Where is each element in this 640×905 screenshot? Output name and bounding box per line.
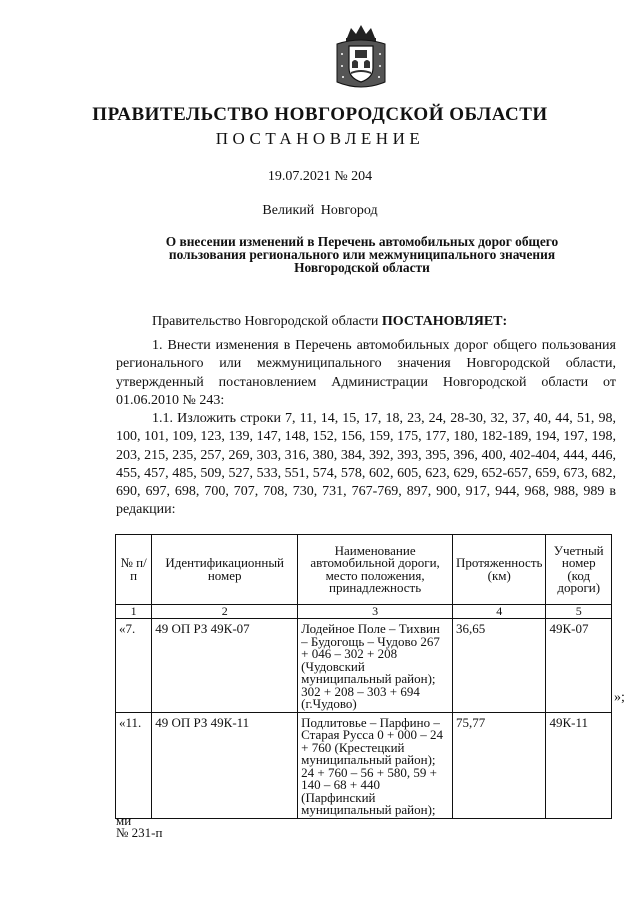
row-account: 49К-11 [546,712,612,818]
row-id: 49 ОП РЗ 49К-11 [152,712,298,818]
row-length: 36,65 [453,619,546,713]
row-account: 49К-07 [546,619,612,713]
header-name: Наименование автомобильной дороги, место положения, принадлежность [298,535,453,605]
date-and-number: 19.07.2021 № 204 [267,169,373,184]
header-length: Протяженность (км) [453,535,546,605]
row-name: Лодейное Поле – Тихвин – Будогощь – Чудово 267 + 046 – 302 + 208 (Чудовский муниципальный район); 302 + 208 – 303 + 694 (г.Чудово) [298,619,453,713]
table-row [116,619,612,713]
column-number: 2 [152,605,298,619]
row-num: «7. [116,619,152,713]
header-num: № п/п [116,535,152,605]
subject-line: О внесении изменений в Перечень автомобильных дорог общего [165,234,559,249]
city: Великий Новгород [262,203,378,218]
column-number: 5 [546,605,612,619]
row-id: 49 ОП РЗ 49К-07 [152,619,298,713]
header-account: Учетный номер (код дороги) [546,535,612,605]
footer-note [116,815,162,839]
table-header-row [116,535,612,605]
row-end-mark: »; [614,690,625,705]
coat-of-arms-icon [333,22,389,92]
footer-line: ми [116,813,132,828]
column-number: 3 [298,605,453,619]
footer-line: № 231-п [116,825,163,840]
table-row [116,712,612,818]
preamble-bold: ПОСТАНОВЛЯЕТ: [381,314,508,329]
preamble-text: Правительство Новгородской области [152,314,382,329]
roads-table [115,534,612,819]
government-title: ПРАВИТЕЛЬСТВО НОВГОРОДСКОЙ ОБЛАСТИ [92,104,548,125]
row-num: «11. [116,712,152,818]
preamble [152,314,507,330]
row-name: Подлитовье – Парфино – Старая Русса 0 + 000 – 24 + 760 (Крестецкий муниципальный район); 24 + 760 – 56 + 580, 59 + 140 – 68 + 440 (Парфинский муниципальный район); [298,712,453,818]
column-number: 1 [116,605,152,619]
paragraph-1: 1. Внести изменения в Перечень автомобильных дорог общего пользования регионального или межмуниципального значения Новгородской области, утвержденный постановлением Администрации Новгородской области от 01.06.2010 № 243: [116,338,616,408]
column-number-row [116,605,612,619]
document-type: ПОСТАНОВЛЕНИЕ [215,129,425,148]
header-id: Идентификационный номер [152,535,298,605]
row-length: 75,77 [453,712,546,818]
subject-line: пользования регионального или межмуниципального значения [168,247,556,262]
column-number: 4 [453,605,546,619]
subject-line: Новгородской области [294,260,430,275]
document-subject [120,235,604,274]
paragraph-2: 1.1. Изложить строки 7, 11, 14, 15, 17, 18, 23, 24, 28-30, 32, 37, 40, 44, 51, 98, 100, 101, 109, 123, 139, 147, 148, 152, 156, 159, 175, 177, 180, 182-189, 194, 197, 198, 203, 215, 235, 257, 269, 303, 316, 380, 384, 392, 393, 395, 396, 400, 402-404, 444, 446, 455, 457, 485, 509, 527, 533, 551, 574, 578, 602, 605, 623, 629, 652-657, 659, 673, 682, 690, 697, 698, 700, 707, 708, 730, 731, 767-769, 897, 900, 917, 944, 968, 988, 989 в редакции: [116,411,616,518]
